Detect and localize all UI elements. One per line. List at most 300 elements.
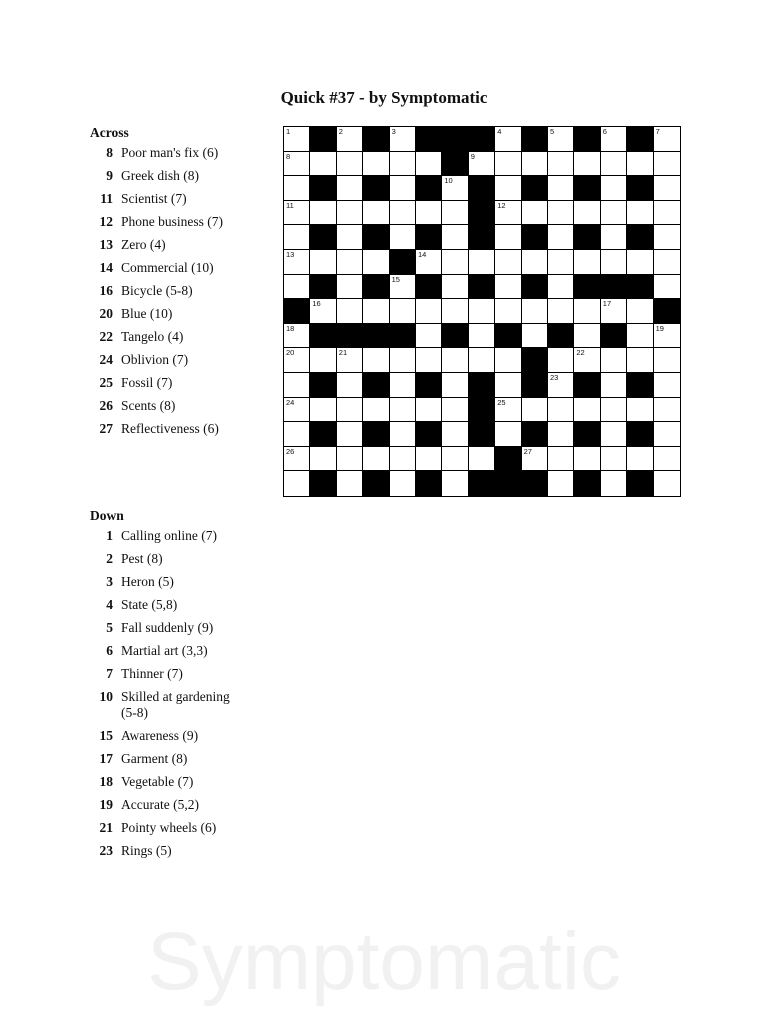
black-square	[574, 127, 600, 152]
grid-cell[interactable]	[601, 373, 627, 398]
black-square	[627, 275, 653, 300]
grid-cell[interactable]	[337, 373, 363, 398]
across-clue	[90, 421, 230, 437]
black-square	[601, 275, 627, 300]
grid-cell[interactable]	[548, 373, 574, 398]
clue-text: Rings (5)	[121, 843, 172, 858]
grid-cell[interactable]	[548, 176, 574, 201]
grid-cell[interactable]	[442, 373, 468, 398]
clue-text: Poor man's fix (6)	[121, 145, 219, 160]
grid-cell[interactable]	[390, 447, 416, 472]
across-clue	[90, 145, 230, 161]
cell-number: 10	[444, 176, 453, 186]
down-clue	[90, 597, 230, 613]
black-square	[627, 471, 653, 496]
across-clue	[90, 283, 230, 299]
black-square	[337, 324, 363, 349]
clue-text: Pest (8)	[121, 551, 163, 566]
grid-cell[interactable]	[654, 250, 680, 275]
grid-cell[interactable]	[601, 225, 627, 250]
cell-number: 9	[470, 151, 475, 161]
grid-cell[interactable]	[390, 422, 416, 447]
grid-cell[interactable]	[390, 127, 416, 152]
grid-cell[interactable]	[390, 471, 416, 496]
black-square	[574, 373, 600, 398]
grid-cell[interactable]	[310, 398, 336, 423]
grid-cell[interactable]	[442, 250, 468, 275]
grid-cell[interactable]	[601, 447, 627, 472]
down-clue	[90, 728, 230, 744]
cell-number: 26	[286, 446, 295, 456]
cell-number: 12	[497, 200, 506, 210]
black-square	[416, 471, 442, 496]
grid-cell[interactable]	[390, 201, 416, 226]
grid-cell[interactable]	[627, 348, 653, 373]
grid-cell[interactable]	[548, 471, 574, 496]
clue-number: 23	[99, 843, 113, 858]
grid-cell[interactable]	[442, 201, 468, 226]
clue-number: 20	[99, 306, 113, 321]
clue-number: 2	[106, 551, 113, 566]
grid-cell[interactable]	[601, 471, 627, 496]
black-square	[390, 250, 416, 275]
grid-cell[interactable]	[548, 275, 574, 300]
black-square	[522, 471, 548, 496]
black-square	[627, 225, 653, 250]
black-square	[363, 422, 389, 447]
clue-number: 21	[99, 820, 113, 835]
grid-cell[interactable]	[522, 447, 548, 472]
grid-cell[interactable]	[548, 152, 574, 177]
black-square	[469, 127, 495, 152]
black-square	[363, 471, 389, 496]
across-clue-list	[90, 145, 230, 437]
grid-cell[interactable]	[310, 348, 336, 373]
grid-cell[interactable]	[574, 250, 600, 275]
grid-cell[interactable]	[310, 447, 336, 472]
grid-cell[interactable]	[363, 152, 389, 177]
grid-cell[interactable]	[363, 348, 389, 373]
grid-cell[interactable]	[284, 152, 310, 177]
grid-cell[interactable]	[654, 176, 680, 201]
grid-cell[interactable]	[469, 324, 495, 349]
grid-cell[interactable]	[574, 324, 600, 349]
black-square	[442, 324, 468, 349]
black-square	[363, 373, 389, 398]
grid-cell[interactable]	[416, 324, 442, 349]
grid-cell[interactable]	[284, 373, 310, 398]
grid-cell[interactable]	[601, 250, 627, 275]
grid-cell[interactable]	[284, 275, 310, 300]
across-clue	[90, 398, 230, 414]
grid-cell[interactable]	[654, 471, 680, 496]
black-square	[310, 225, 336, 250]
grid-cell[interactable]	[495, 422, 521, 447]
clue-text: Zero (4)	[121, 237, 166, 252]
clue-number: 7	[106, 666, 113, 681]
cell-number: 25	[497, 397, 506, 407]
grid-cell[interactable]	[601, 176, 627, 201]
grid-cell[interactable]	[284, 447, 310, 472]
clue-text: State (5,8)	[121, 597, 178, 612]
grid-cell[interactable]	[469, 447, 495, 472]
grid-cell[interactable]	[601, 398, 627, 423]
grid-cell[interactable]	[284, 398, 310, 423]
black-square	[416, 176, 442, 201]
grid-cell[interactable]	[337, 250, 363, 275]
grid-cell[interactable]	[390, 373, 416, 398]
black-square	[574, 225, 600, 250]
clue-text: Heron (5)	[121, 574, 174, 589]
grid-cell[interactable]	[601, 152, 627, 177]
cell-number: 14	[417, 250, 427, 259]
grid-cell[interactable]	[337, 447, 363, 472]
cell-number: 5	[549, 127, 555, 136]
grid-cell[interactable]	[442, 398, 468, 423]
grid-cell[interactable]	[390, 348, 416, 373]
grid-cell[interactable]	[337, 471, 363, 496]
grid-cell[interactable]	[416, 447, 442, 472]
black-square	[522, 275, 548, 300]
grid-cell[interactable]	[442, 471, 468, 496]
grid-cell[interactable]	[416, 348, 442, 373]
clue-text: Awareness (9)	[121, 728, 199, 743]
cell-number: 22	[576, 348, 585, 358]
clue-number: 17	[99, 751, 113, 766]
grid-cell[interactable]	[495, 398, 521, 423]
clue-number: 11	[100, 191, 113, 206]
clue-number: 14	[99, 260, 113, 275]
grid-cell[interactable]	[284, 348, 310, 373]
grid-cell[interactable]	[601, 422, 627, 447]
down-clue	[90, 620, 230, 636]
grid-cell[interactable]	[363, 447, 389, 472]
crossword-grid	[283, 126, 681, 497]
down-clue	[90, 551, 230, 567]
clue-text: Phone business (7)	[121, 214, 223, 229]
grid-cell[interactable]	[337, 348, 363, 373]
grid-cell[interactable]	[390, 152, 416, 177]
clue-number: 15	[99, 728, 113, 743]
black-square	[469, 201, 495, 226]
clue-text: Pointy wheels (6)	[121, 820, 217, 835]
clue-number: 25	[99, 375, 113, 390]
clue-number: 5	[106, 620, 113, 635]
grid-cell[interactable]	[574, 152, 600, 177]
grid-cell[interactable]	[548, 398, 574, 423]
black-square	[627, 373, 653, 398]
down-clue	[90, 528, 230, 544]
grid-cell[interactable]	[495, 275, 521, 300]
clue-number: 22	[99, 329, 113, 344]
grid-cell[interactable]	[495, 225, 521, 250]
grid-cell[interactable]	[548, 299, 574, 324]
cell-number: 18	[286, 323, 295, 333]
grid-cell[interactable]	[337, 225, 363, 250]
grid-cell[interactable]	[337, 127, 363, 152]
grid-cell[interactable]	[574, 447, 600, 472]
grid-cell[interactable]	[469, 348, 495, 373]
clue-number: 13	[99, 237, 113, 252]
grid-cell[interactable]	[337, 176, 363, 201]
grid-cell[interactable]	[284, 250, 310, 275]
grid-cell[interactable]	[495, 299, 521, 324]
black-square	[442, 152, 468, 177]
clue-number: 26	[99, 398, 113, 413]
grid-cell[interactable]	[390, 225, 416, 250]
grid-cell[interactable]	[627, 152, 653, 177]
grid-cell[interactable]	[574, 201, 600, 226]
grid-cell[interactable]	[495, 348, 521, 373]
cell-number: 23	[549, 373, 559, 382]
down-clue	[90, 666, 230, 682]
black-square	[654, 299, 680, 324]
clue-text: Accurate (5,2)	[121, 797, 199, 812]
down-clue-list	[90, 528, 230, 859]
black-square	[469, 422, 495, 447]
grid-cell[interactable]	[574, 348, 600, 373]
grid-cell[interactable]	[654, 398, 680, 423]
grid-cell[interactable]	[442, 447, 468, 472]
black-square	[284, 299, 310, 324]
across-clue	[90, 352, 230, 368]
cell-number: 19	[655, 323, 664, 333]
grid-cell[interactable]	[442, 275, 468, 300]
grid-cell[interactable]	[416, 299, 442, 324]
grid-cell[interactable]	[627, 201, 653, 226]
grid-cell[interactable]	[654, 348, 680, 373]
black-square	[522, 176, 548, 201]
black-square	[390, 324, 416, 349]
cell-number: 11	[286, 200, 294, 210]
grid-cell[interactable]	[548, 127, 574, 152]
across-clue	[90, 306, 230, 322]
black-square	[310, 127, 336, 152]
black-square	[310, 422, 336, 447]
grid-cell[interactable]	[627, 324, 653, 349]
down-clue	[90, 574, 230, 590]
black-square	[574, 422, 600, 447]
across-clue	[90, 168, 230, 184]
black-square	[416, 225, 442, 250]
grid-cell[interactable]	[310, 201, 336, 226]
black-square	[627, 127, 653, 152]
grid-cell[interactable]	[601, 201, 627, 226]
clue-text: Commercial (10)	[121, 260, 214, 275]
grid-cell[interactable]	[416, 152, 442, 177]
cell-number: 6	[602, 127, 607, 136]
across-heading: Across	[90, 125, 129, 140]
grid-cell[interactable]	[284, 176, 310, 201]
clue-number: 3	[106, 574, 113, 589]
clue-text: Fossil (7)	[121, 375, 173, 390]
grid-cell[interactable]	[363, 299, 389, 324]
black-square	[522, 373, 548, 398]
cell-number: 8	[286, 151, 291, 161]
cell-number: 20	[286, 348, 295, 358]
grid-cell[interactable]	[442, 422, 468, 447]
grid-cell[interactable]	[548, 422, 574, 447]
grid-cell[interactable]	[654, 447, 680, 472]
cell-number: 24	[286, 397, 295, 407]
black-square	[522, 348, 548, 373]
grid-cell[interactable]	[469, 250, 495, 275]
black-square	[416, 373, 442, 398]
cell-number: 16	[312, 299, 321, 309]
grid-cell[interactable]	[363, 398, 389, 423]
black-square	[363, 225, 389, 250]
down-clue	[90, 774, 230, 790]
black-square	[495, 447, 521, 472]
grid-cell[interactable]	[495, 127, 521, 152]
grid-cell[interactable]	[627, 398, 653, 423]
grid-cell[interactable]	[442, 299, 468, 324]
grid-cell[interactable]	[548, 447, 574, 472]
grid-cell[interactable]	[337, 275, 363, 300]
black-square	[574, 176, 600, 201]
across-clue	[90, 191, 230, 207]
grid-cell[interactable]	[337, 398, 363, 423]
black-square	[310, 275, 336, 300]
grid-cell[interactable]	[627, 299, 653, 324]
clue-text: Reflectiveness (6)	[121, 421, 219, 436]
grid-cell[interactable]	[495, 152, 521, 177]
grid-cell[interactable]	[522, 201, 548, 226]
grid-cell[interactable]	[284, 201, 310, 226]
grid-cell[interactable]	[337, 299, 363, 324]
grid-cell[interactable]	[284, 471, 310, 496]
down-clue	[90, 689, 230, 721]
grid-cell[interactable]	[495, 250, 521, 275]
grid-cell[interactable]	[416, 250, 442, 275]
clue-text: Thinner (7)	[121, 666, 183, 681]
grid-cell[interactable]	[390, 275, 416, 300]
grid-cell[interactable]	[442, 176, 468, 201]
black-square	[416, 127, 442, 152]
clue-text: Fall suddenly (9)	[121, 620, 214, 635]
black-square	[363, 176, 389, 201]
black-square	[627, 176, 653, 201]
across-clue	[90, 375, 230, 391]
black-square	[469, 373, 495, 398]
clue-text: Scents (8)	[121, 398, 176, 413]
grid-cell[interactable]	[601, 348, 627, 373]
grid-cell[interactable]	[390, 299, 416, 324]
grid-cell[interactable]	[310, 250, 336, 275]
black-square	[416, 275, 442, 300]
grid-cell[interactable]	[337, 152, 363, 177]
black-square	[469, 275, 495, 300]
black-square	[310, 176, 336, 201]
grid-cell[interactable]	[442, 348, 468, 373]
grid-cell[interactable]	[548, 348, 574, 373]
grid-cell[interactable]	[495, 176, 521, 201]
grid-cell[interactable]	[310, 299, 336, 324]
grid-cell[interactable]	[654, 152, 680, 177]
grid-cell[interactable]	[284, 127, 310, 152]
grid-cell[interactable]	[654, 422, 680, 447]
grid-cell[interactable]	[654, 225, 680, 250]
grid-cell[interactable]	[627, 250, 653, 275]
across-clues	[90, 125, 230, 444]
grid-cell[interactable]	[416, 201, 442, 226]
grid-cell[interactable]	[442, 225, 468, 250]
grid-cell[interactable]	[363, 201, 389, 226]
cell-number: 21	[338, 348, 348, 358]
grid-cell[interactable]	[416, 398, 442, 423]
grid-cell[interactable]	[601, 299, 627, 324]
grid-cell[interactable]	[390, 398, 416, 423]
page-title: Quick #37 - by Symptomatic	[280, 88, 488, 107]
cell-number: 2	[338, 127, 343, 136]
black-square	[522, 422, 548, 447]
grid-cell[interactable]	[574, 299, 600, 324]
grid-cell[interactable]	[284, 225, 310, 250]
down-clue	[90, 820, 230, 836]
grid-cell[interactable]	[284, 422, 310, 447]
clue-number: 24	[99, 352, 113, 367]
clue-text: Martial art (3,3)	[121, 643, 208, 658]
grid-cell[interactable]	[548, 225, 574, 250]
grid-cell[interactable]	[654, 324, 680, 349]
grid-cell[interactable]	[627, 447, 653, 472]
grid-cell[interactable]	[548, 201, 574, 226]
grid-cell[interactable]	[654, 373, 680, 398]
grid-cell[interactable]	[469, 152, 495, 177]
black-square	[495, 471, 521, 496]
black-square	[574, 275, 600, 300]
clue-text: Oblivion (7)	[121, 352, 189, 367]
cell-number: 17	[602, 299, 612, 309]
black-square	[627, 422, 653, 447]
black-square	[363, 275, 389, 300]
grid-cell[interactable]	[654, 127, 680, 152]
grid-cell[interactable]	[337, 201, 363, 226]
clue-number: 12	[99, 214, 113, 229]
black-square	[310, 373, 336, 398]
grid-cell[interactable]	[522, 324, 548, 349]
black-square	[522, 127, 548, 152]
grid-cell[interactable]	[310, 152, 336, 177]
grid-cell[interactable]	[495, 201, 521, 226]
cell-number: 4	[497, 127, 502, 136]
clue-text: Calling online (7)	[121, 528, 217, 543]
down-clue	[90, 843, 230, 859]
down-clue	[90, 797, 230, 813]
down-clue	[90, 643, 230, 659]
grid-cell[interactable]	[548, 250, 574, 275]
grid-cell[interactable]	[337, 422, 363, 447]
black-square	[310, 471, 336, 496]
grid-cell[interactable]	[654, 275, 680, 300]
grid-cell[interactable]	[495, 373, 521, 398]
grid-cell[interactable]	[284, 324, 310, 349]
clue-text: Skilled at gardening (5-8)	[121, 689, 230, 720]
black-square	[522, 225, 548, 250]
grid-cell[interactable]	[390, 176, 416, 201]
grid-cell[interactable]	[601, 127, 627, 152]
down-heading: Down	[90, 508, 124, 523]
grid-cell[interactable]	[522, 299, 548, 324]
grid-cell[interactable]	[654, 201, 680, 226]
grid-cell[interactable]	[469, 299, 495, 324]
grid-cell[interactable]	[363, 250, 389, 275]
grid-cell[interactable]	[574, 398, 600, 423]
grid-cell[interactable]	[522, 152, 548, 177]
clue-number: 6	[106, 643, 113, 658]
grid-cell[interactable]	[522, 250, 548, 275]
grid-cell[interactable]	[522, 398, 548, 423]
